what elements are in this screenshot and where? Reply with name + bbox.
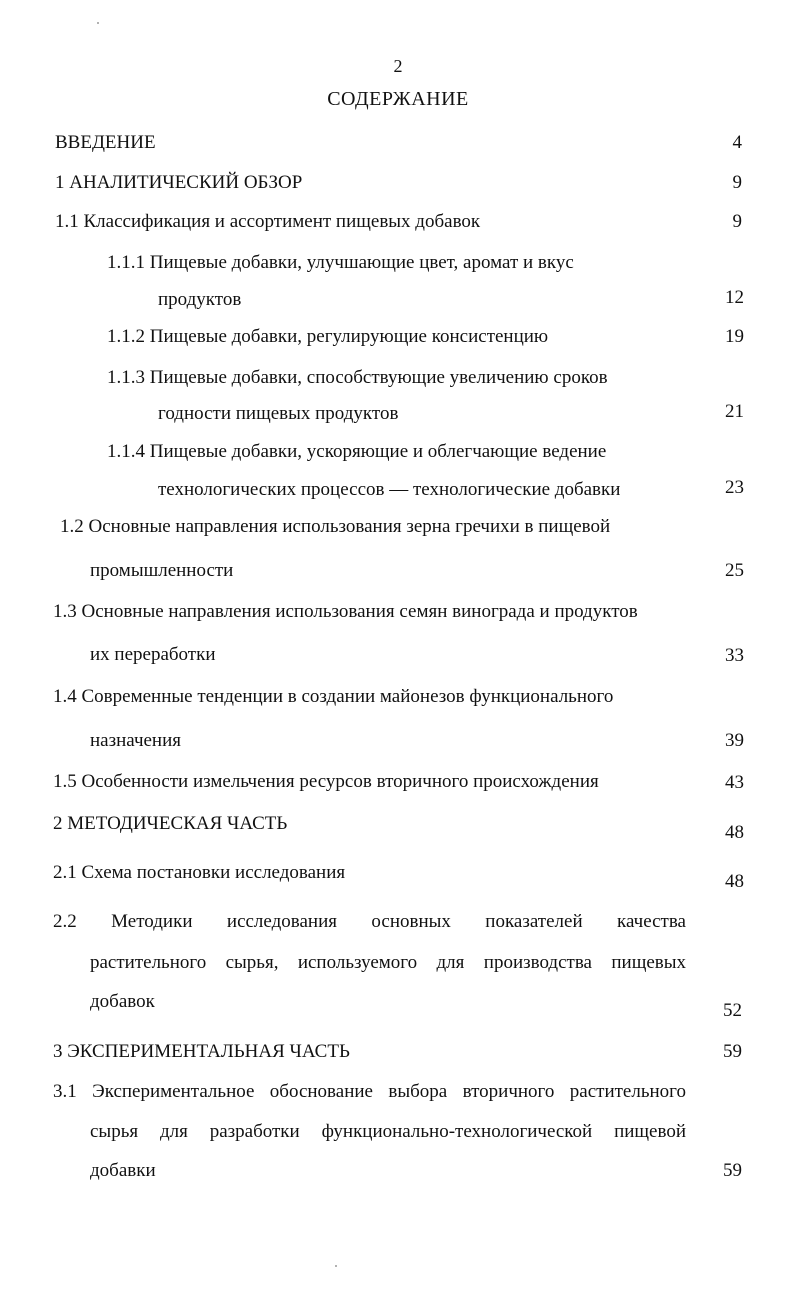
toc-page-3: 59 bbox=[723, 1041, 742, 1062]
toc-entry-3-1-cont: сырья для разработки функционально-технологической пищевой bbox=[90, 1121, 686, 1142]
toc-entry-1-2-cont: промышленности bbox=[90, 560, 234, 581]
toc-page-3-1: 59 bbox=[723, 1160, 742, 1181]
scan-speck bbox=[335, 1265, 337, 1267]
toc-entry-2-2-cont: растительного сырья, используемого для производства пищевых bbox=[90, 952, 686, 973]
toc-entry-1-1-3: 1.1.3 Пищевые добавки, способствующие увеличению сроков bbox=[107, 367, 608, 388]
toc-entry-1-3: 1.3 Основные направления использования семян винограда и продуктов bbox=[53, 601, 638, 622]
toc-entry-1-1-4-cont: технологических процессов — технологические добавки bbox=[158, 479, 621, 500]
toc-page-1-1-1: 12 bbox=[725, 287, 744, 308]
toc-entry-3-1: 3.1 Экспериментальное обоснование выбора вторичного растительного bbox=[53, 1081, 686, 1102]
toc-page-2-2: 52 bbox=[723, 1000, 742, 1021]
toc-title: СОДЕРЖАНИЕ bbox=[327, 88, 469, 110]
toc-entry-1-1-2: 1.1.2 Пищевые добавки, регулирующие консистенцию bbox=[107, 326, 549, 347]
toc-entry-1-1-4: 1.1.4 Пищевые добавки, ускоряющие и облегчающие ведение bbox=[107, 441, 607, 462]
toc-page-2: 48 bbox=[725, 822, 744, 843]
toc-entry-1-1-1: 1.1.1 Пищевые добавки, улучшающие цвет, аромат и вкус bbox=[107, 252, 574, 273]
toc-entry-2-2: 2.2 Методики исследования основных показателей качества bbox=[53, 911, 686, 932]
page-number: 2 bbox=[393, 56, 403, 76]
toc-page-1-5: 43 bbox=[725, 772, 744, 793]
toc-entry-2-1: 2.1 Схема постановки исследования bbox=[53, 862, 346, 883]
toc-entry-1-5: 1.5 Особенности измельчения ресурсов вторичного происхождения bbox=[53, 771, 599, 792]
toc-entry-intro: ВВЕДЕНИЕ bbox=[55, 132, 156, 153]
toc-page-1-2: 25 bbox=[725, 560, 744, 581]
toc-entry-2-2-cont2: добавок bbox=[90, 991, 155, 1012]
toc-entry-1: 1 АНАЛИТИЧЕСКИЙ ОБЗОР bbox=[55, 172, 303, 193]
toc-page-1-1-2: 19 bbox=[725, 326, 744, 347]
toc-page-1-4: 39 bbox=[725, 730, 744, 751]
toc-page-1-1-4: 23 bbox=[725, 477, 744, 498]
toc-entry-2: 2 МЕТОДИЧЕСКАЯ ЧАСТЬ bbox=[53, 813, 288, 834]
toc-entry-1-2: 1.2 Основные направления использования зерна гречихи в пищевой bbox=[60, 516, 611, 537]
toc-page-1-1: 9 bbox=[732, 211, 742, 232]
toc-entry-1-4: 1.4 Современные тенденции в создании майонезов функционального bbox=[53, 686, 614, 707]
toc-page-1-3: 33 bbox=[725, 645, 744, 666]
toc-entry-1-4-cont: назначения bbox=[90, 730, 182, 751]
toc-entry-3: 3 ЭКСПЕРИМЕНТАЛЬНАЯ ЧАСТЬ bbox=[53, 1041, 350, 1062]
toc-page-2-1: 48 bbox=[725, 871, 744, 892]
toc-page-intro: 4 bbox=[732, 132, 742, 153]
toc-page-1: 9 bbox=[732, 172, 742, 193]
toc-entry-1-1-3-cont: годности пищевых продуктов bbox=[158, 403, 399, 424]
toc-entry-3-1-cont2: добавки bbox=[90, 1160, 156, 1181]
toc-entry-1-1: 1.1 Классификация и ассортимент пищевых добавок bbox=[55, 211, 481, 232]
toc-page-1-1-3: 21 bbox=[725, 401, 744, 422]
toc-entry-1-3-cont: их переработки bbox=[90, 644, 216, 665]
toc-entry-1-1-1-cont: продуктов bbox=[158, 289, 242, 310]
scan-speck bbox=[97, 22, 99, 24]
